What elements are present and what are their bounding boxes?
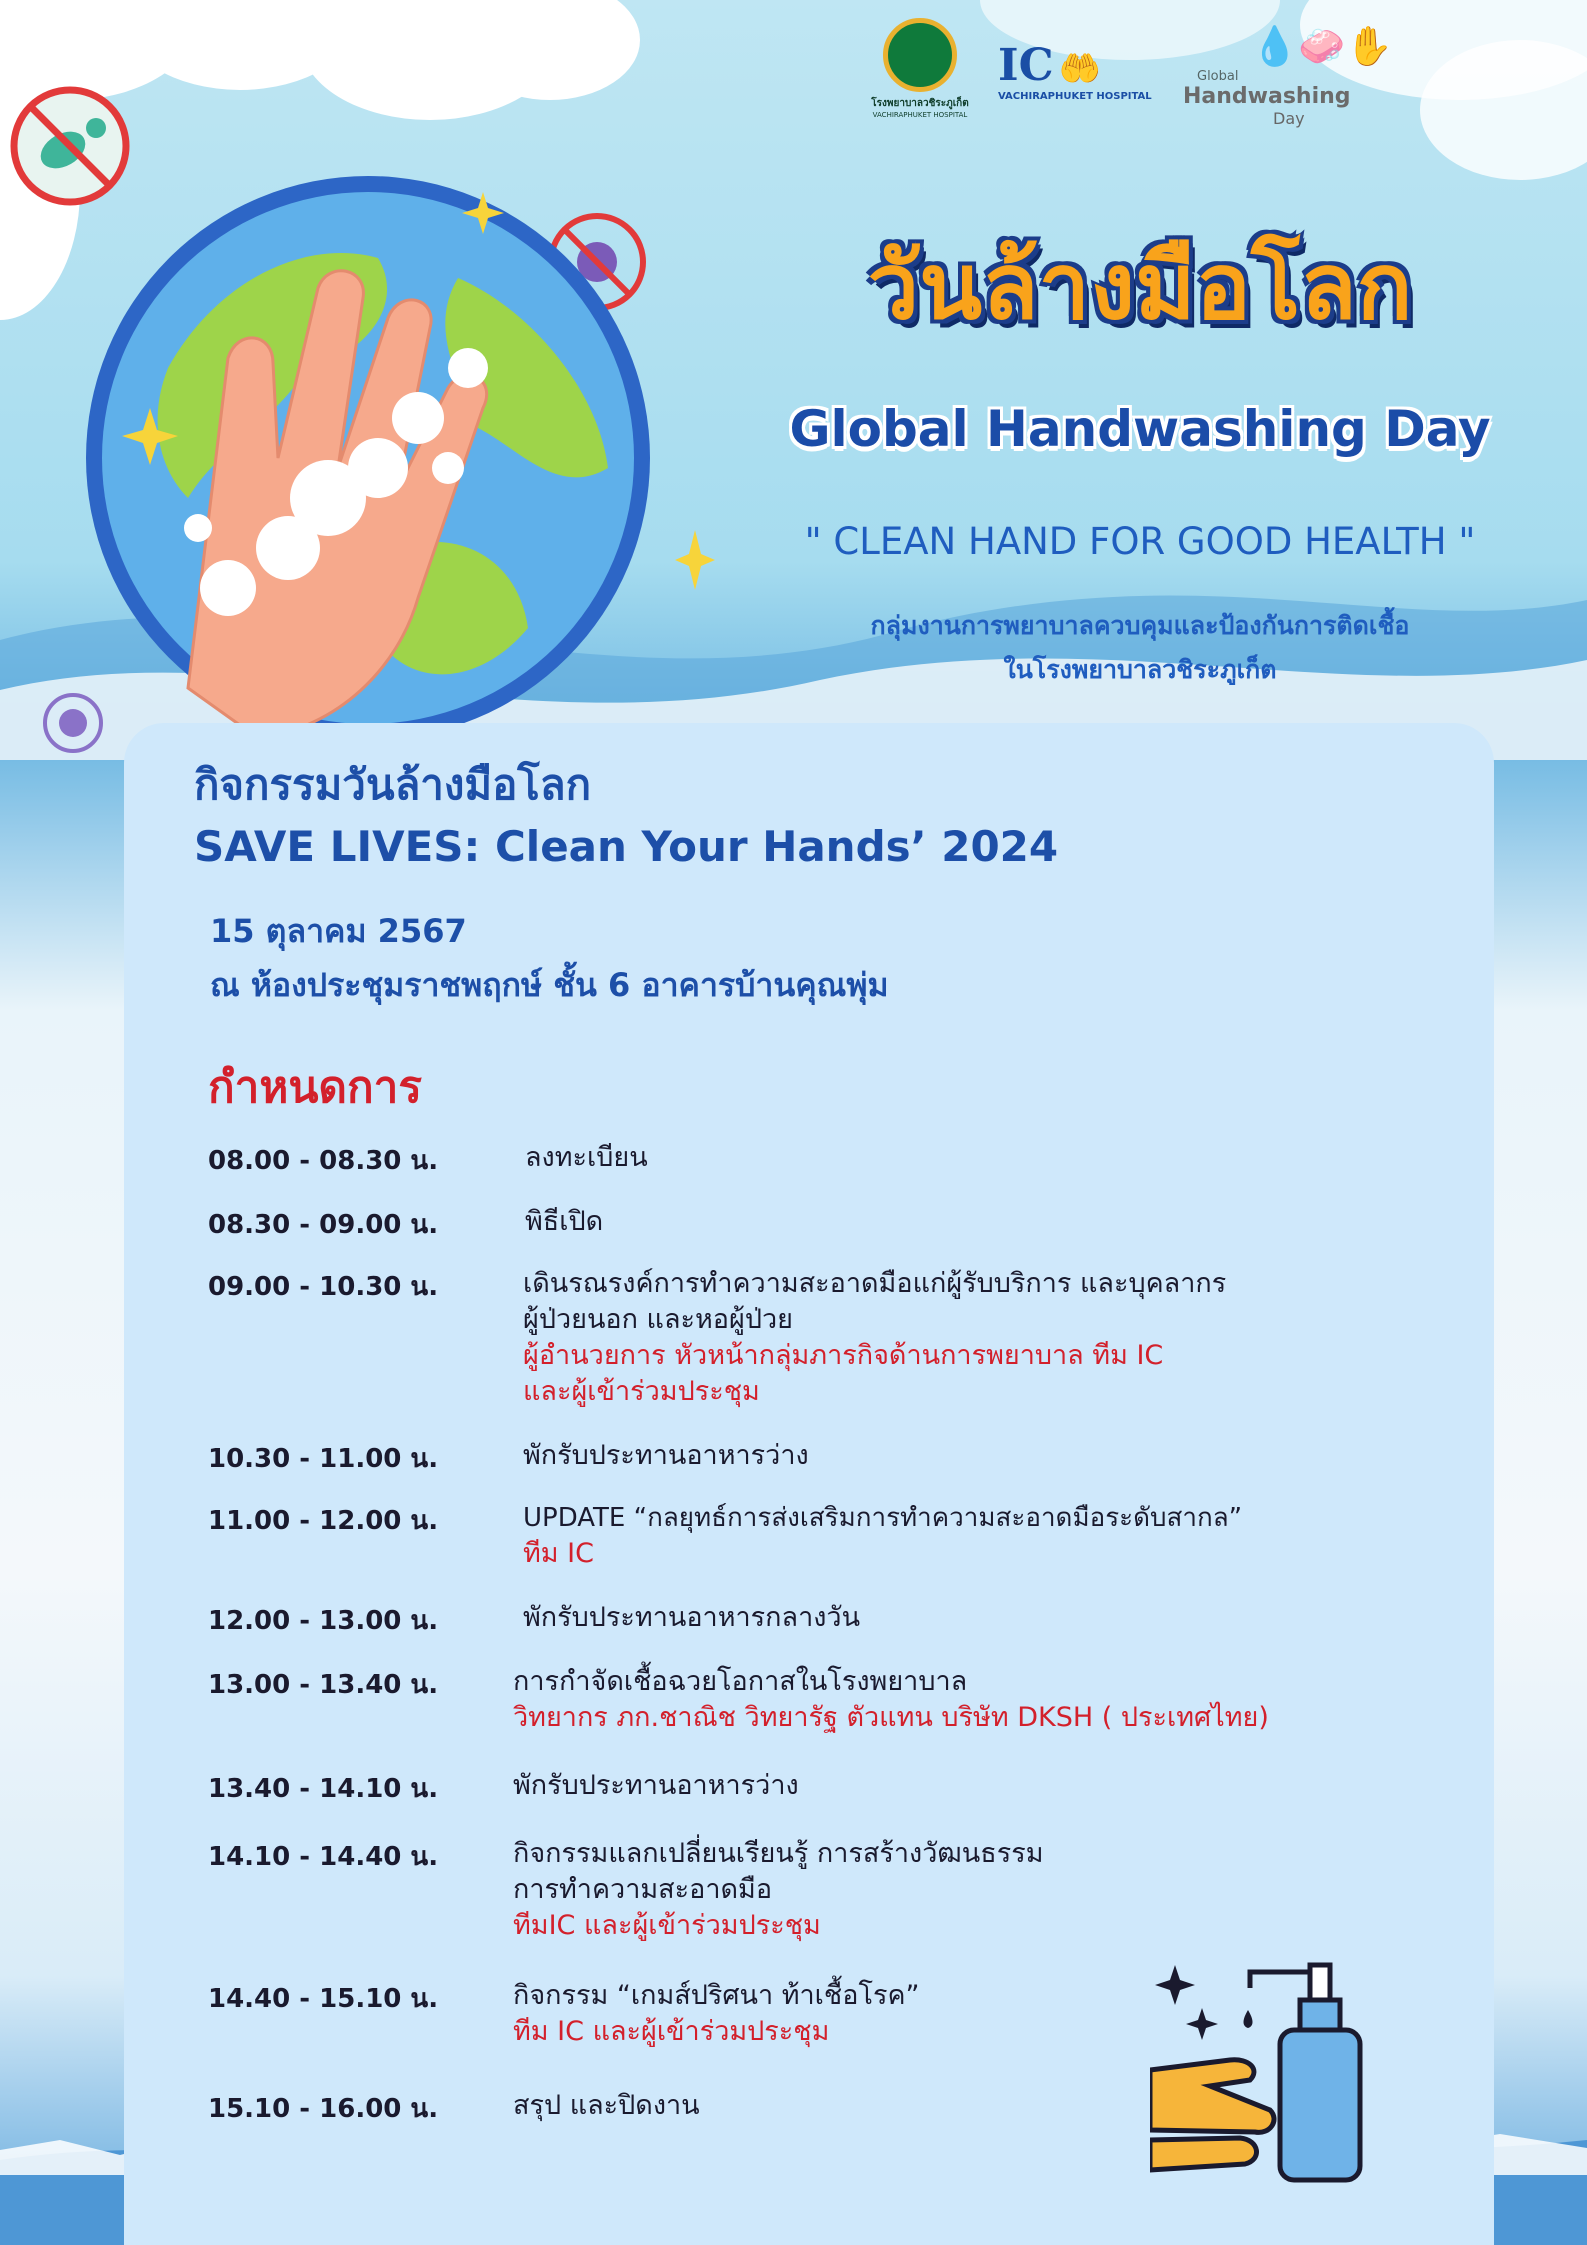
agenda-time: 11.00 - 12.00 น. bbox=[208, 1506, 439, 1536]
event-heading-english: SAVE LIVES: Clean Your Hands’ 2024 bbox=[194, 822, 1059, 871]
moph-emblem-icon bbox=[883, 18, 957, 92]
agenda-desc-text: ลงทะเบียน bbox=[525, 1142, 648, 1173]
moph-logo-text: โรงพยาบาลวชิระภูเก็ต bbox=[871, 98, 969, 109]
agenda-desc bbox=[525, 1204, 1485, 1240]
ic-logo bbox=[998, 40, 1168, 120]
agenda-desc-text: พักรับประทานอาหารว่าง bbox=[513, 1770, 799, 1801]
agenda-time: 13.00 - 13.40 น. bbox=[208, 1670, 439, 1700]
event-heading-thai: กิจกรรมวันล้างมือโลก bbox=[194, 760, 592, 809]
hand-sanitizer-icon bbox=[1150, 1960, 1390, 2190]
agenda-speaker-note: ทีมIC และผู้เข้าร่วมประชุม bbox=[513, 1910, 821, 1941]
ghd-logo bbox=[1183, 24, 1393, 144]
agenda-desc-text: เดินรณรงค์การทำความสะอาดมือแก่ผู้รับบริการ และบุคลากร bbox=[523, 1268, 1227, 1299]
agenda-desc-text: พักรับประทานอาหารกลางวัน bbox=[523, 1602, 861, 1633]
agenda-speaker-note: ทีม IC bbox=[523, 1538, 594, 1569]
ghd-logo-line2: Handwashing bbox=[1183, 84, 1351, 109]
agenda-desc bbox=[525, 1140, 1485, 1176]
sparkle-icon bbox=[675, 530, 715, 590]
agenda-speaker-note: วิทยากร ภก.ชาณิช วิทยารัฐ ตัวแทน บริษัท DKSH ( ประเทศไทย) bbox=[513, 1702, 1269, 1733]
agenda-speaker-note: ทีม IC และผู้เข้าร่วมประชุม bbox=[513, 2016, 830, 2047]
agenda-desc bbox=[523, 1600, 1483, 1636]
agenda-time: 09.00 - 10.30 น. bbox=[208, 1272, 439, 1302]
agenda-desc bbox=[523, 1266, 1483, 1410]
agenda-time: 13.40 - 14.10 น. bbox=[208, 1774, 439, 1804]
agenda-time: 08.30 - 09.00 น. bbox=[208, 1210, 439, 1240]
agenda-time: 12.00 - 13.00 น. bbox=[208, 1606, 439, 1636]
drop-mascots-icon: 💧🧼✋ bbox=[1251, 24, 1393, 68]
slogan: " CLEAN HAND FOR GOOD HEALTH " bbox=[804, 520, 1476, 563]
agenda-desc bbox=[513, 1836, 1473, 1944]
ghd-logo-line3: Day bbox=[1273, 109, 1305, 128]
hand-drop-icon: 🤲 bbox=[1058, 49, 1102, 89]
agenda-desc bbox=[523, 1438, 1483, 1474]
agenda-desc-text: การทำความสะอาดมือ bbox=[513, 1874, 773, 1905]
agenda-desc bbox=[523, 1500, 1513, 1572]
agenda-desc-text: พักรับประทานอาหารว่าง bbox=[523, 1440, 809, 1471]
agenda-time: 08.00 - 08.30 น. bbox=[208, 1146, 439, 1176]
moph-logo bbox=[868, 18, 972, 140]
agenda-speaker-note: ผู้อำนวยการ หัวหน้ากลุ่มภารกิจด้านการพยาบาล ทีม IC bbox=[523, 1340, 1164, 1371]
agenda-desc-text: สรุป และปิดงาน bbox=[513, 2090, 700, 2121]
agenda-title: กำหนดการ bbox=[208, 1062, 422, 1113]
title-english: Global Handwashing Day bbox=[789, 400, 1491, 458]
agenda-desc-text: UPDATE “กลยุทธ์การส่งเสริมการทำความสะอาดมือระดับสากล” bbox=[523, 1503, 1243, 1533]
agenda-desc-text: ผู้ป่วยนอก และหอผู้ป่วย bbox=[523, 1304, 793, 1335]
agenda-desc bbox=[513, 1768, 1473, 1804]
organizer-line2: ในโรงพยาบาลวชิระภูเก็ต bbox=[1003, 655, 1277, 684]
organizer-line1: กลุ่มงานการพยาบาลควบคุมและป้องกันการติดเชื้อ bbox=[870, 611, 1410, 640]
ghd-logo-line1: Global bbox=[1197, 69, 1239, 84]
agenda-speaker-note: และผู้เข้าร่วมประชุม bbox=[523, 1376, 760, 1407]
agenda-desc-text: กิจกรรม “เกมส์ปริศนา ท้าเชื้อโรค” bbox=[513, 1980, 920, 2011]
agenda-time: 14.40 - 15.10 น. bbox=[208, 1984, 439, 2014]
agenda-desc bbox=[513, 1664, 1473, 1736]
ic-logo-mark: IC bbox=[998, 40, 1054, 91]
agenda-desc-text: กิจกรรมแลกเปลี่ยนเรียนรู้ การสร้างวัฒนธรรม bbox=[513, 1838, 1044, 1869]
agenda-time: 14.10 - 14.40 น. bbox=[208, 1842, 439, 1872]
moph-logo-subtext: VACHIRAPHUKET HOSPITAL bbox=[872, 111, 968, 119]
agenda-desc-text: พิธีเปิด bbox=[525, 1206, 604, 1237]
agenda-time: 10.30 - 11.00 น. bbox=[208, 1444, 439, 1474]
event-date: 15 ตุลาคม 2567 bbox=[210, 912, 467, 950]
agenda-desc-text: การกำจัดเชื้อฉวยโอกาสในโรงพยาบาล bbox=[513, 1666, 968, 1697]
sponsor-logos bbox=[868, 14, 1408, 144]
globe-handwashing-illustration bbox=[78, 168, 658, 748]
title-thai: วันล้างมือโลก bbox=[867, 233, 1413, 340]
agenda-time: 15.10 - 16.00 น. bbox=[208, 2094, 439, 2124]
ic-logo-subtext: VACHIRAPHUKET HOSPITAL bbox=[998, 91, 1152, 102]
event-venue: ณ ห้องประชุมราชพฤกษ์ ชั้น 6 อาคารบ้านคุณพุ่ม bbox=[210, 966, 889, 1004]
